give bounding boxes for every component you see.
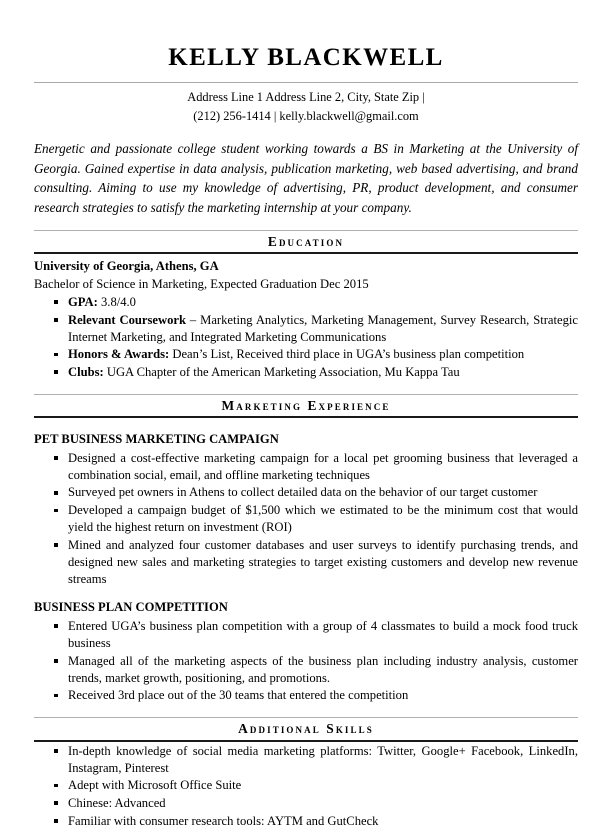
bullet-text: Familiar with consumer research tools: AYTM and GutCheck: [68, 813, 379, 828]
resume-header: [34, 0, 578, 125]
square-bullet-icon: [54, 694, 58, 698]
section-header-skills: [34, 717, 578, 741]
square-bullet-icon: [54, 509, 58, 513]
bullet-text: In-depth knowledge of social media marketing platforms: Twitter, Google+ Facebook, LinkedIn, Instagram, Pinterest: [68, 743, 578, 775]
list-item: [34, 537, 578, 588]
list-item: [34, 502, 578, 536]
bullet-text: Managed all of the marketing aspects of the business plan including industry analysis, customer trends, market growth, positioning, and promotions.: [68, 653, 578, 685]
bullet-text: Entered UGA’s business plan competition with a group of 4 classmates to build a mock food truck business: [68, 618, 578, 650]
education-entry: [34, 258, 578, 381]
list-item: [34, 653, 578, 687]
square-bullet-icon: [54, 370, 58, 374]
list-item: [34, 743, 578, 777]
contact-info: [34, 88, 578, 126]
experience-bullets: [34, 450, 578, 589]
bullet-lead: Clubs:: [68, 364, 104, 379]
list-item: [34, 795, 578, 812]
list-item: [34, 364, 578, 381]
list-item: [34, 312, 578, 346]
list-item: [34, 294, 578, 311]
square-bullet-icon: [54, 819, 58, 823]
square-bullet-icon: [54, 801, 58, 805]
list-item: [34, 618, 578, 652]
list-item: [34, 450, 578, 484]
list-item: [34, 813, 578, 830]
section-title-education: Education: [267, 234, 345, 250]
experience-title: BUSINESS PLAN COMPETITION: [34, 600, 228, 615]
square-bullet-icon: [54, 353, 58, 357]
square-bullet-icon: [54, 784, 58, 788]
square-bullet-icon: [54, 624, 58, 628]
experience-entry: [34, 431, 578, 588]
section-title-skills: Additional Skills: [238, 721, 374, 737]
section-education: [34, 230, 578, 381]
header-divider: [34, 82, 578, 83]
section-skills: [34, 717, 578, 829]
bullet-text: Surveyed pet owners in Athens to collect detailed data on the behavior of our target customer: [68, 485, 538, 500]
square-bullet-icon: [54, 318, 58, 322]
square-bullet-icon: [54, 659, 58, 663]
square-bullet-icon: [54, 749, 58, 753]
experience-entry: [34, 599, 578, 704]
education-school: University of Georgia, Athens, GA: [34, 259, 219, 274]
square-bullet-icon: [54, 491, 58, 495]
square-bullet-icon: [54, 300, 58, 304]
bullet-text: UGA Chapter of the American Marketing Association, Mu Kappa Tau: [103, 364, 460, 379]
section-header-education: [34, 230, 578, 254]
section-title-experience: Marketing Experience: [221, 398, 391, 414]
bullet-text: Chinese: Advanced: [68, 795, 166, 810]
list-item: [34, 687, 578, 704]
contact-address: Address Line 1 Address Line 2, City, State Zip |: [187, 89, 425, 104]
education-bullets: [34, 294, 578, 381]
candidate-name: KELLY BLACKWELL: [168, 44, 444, 71]
bullet-text: Designed a cost-effective marketing campaign for a local pet grooming business that leveraged a combination social, email, and offline marketing techniques: [68, 450, 578, 482]
experience-title: PET BUSINESS MARKETING CAMPAIGN: [34, 432, 279, 447]
section-header-experience: [34, 394, 578, 418]
bullet-text: Developed a campaign budget of $1,500 which we estimated to be the minimum cost that would yield the highest return on investment (ROI): [68, 503, 578, 535]
bullet-lead: Relevant Coursework: [68, 312, 186, 327]
professional-summary: Energetic and passionate college student working towards a BS in Marketing at the University of Georgia. Gained expertise in data analysis, publication marketing, web based advertising, and brand consulting. Aiming to use my knowledge of advertising, PR, product development, and consumer research strategies to satisfy the marketing internship at your company.: [34, 141, 578, 215]
bullet-text: Adept with Microsoft Office Suite: [68, 778, 242, 793]
list-item: [34, 484, 578, 501]
bullet-text: Mined and analyzed four customer databases and user surveys to identify purchasing trends, and designed new sales and marketing strategies to target existing customers and develop new revenue streams: [68, 537, 578, 587]
square-bullet-icon: [54, 456, 58, 460]
bullet-text: Dean’s List, Received third place in UGA’s business plan competition: [169, 347, 525, 362]
bullet-text: – Marketing Analytics, Marketing Management, Survey Research, Strategic Internet Marketing, and Integrated Marketing Communications: [68, 312, 578, 344]
skills-bullets: [34, 743, 578, 830]
bullet-text: Received 3rd place out of the 30 teams that entered the competition: [68, 688, 409, 703]
education-degree: Bachelor of Science in Marketing, Expected Graduation Dec 2015: [34, 276, 369, 291]
bullet-lead: Honors & Awards:: [68, 347, 170, 362]
experience-bullets: [34, 618, 578, 705]
list-item: [34, 346, 578, 363]
contact-phone-email: (212) 256-1414 | kelly.blackwell@gmail.com: [193, 108, 419, 123]
square-bullet-icon: [54, 543, 58, 547]
section-experience: [34, 394, 578, 704]
bullet-lead: GPA:: [68, 294, 98, 309]
bullet-text: 3.8/4.0: [97, 294, 136, 309]
